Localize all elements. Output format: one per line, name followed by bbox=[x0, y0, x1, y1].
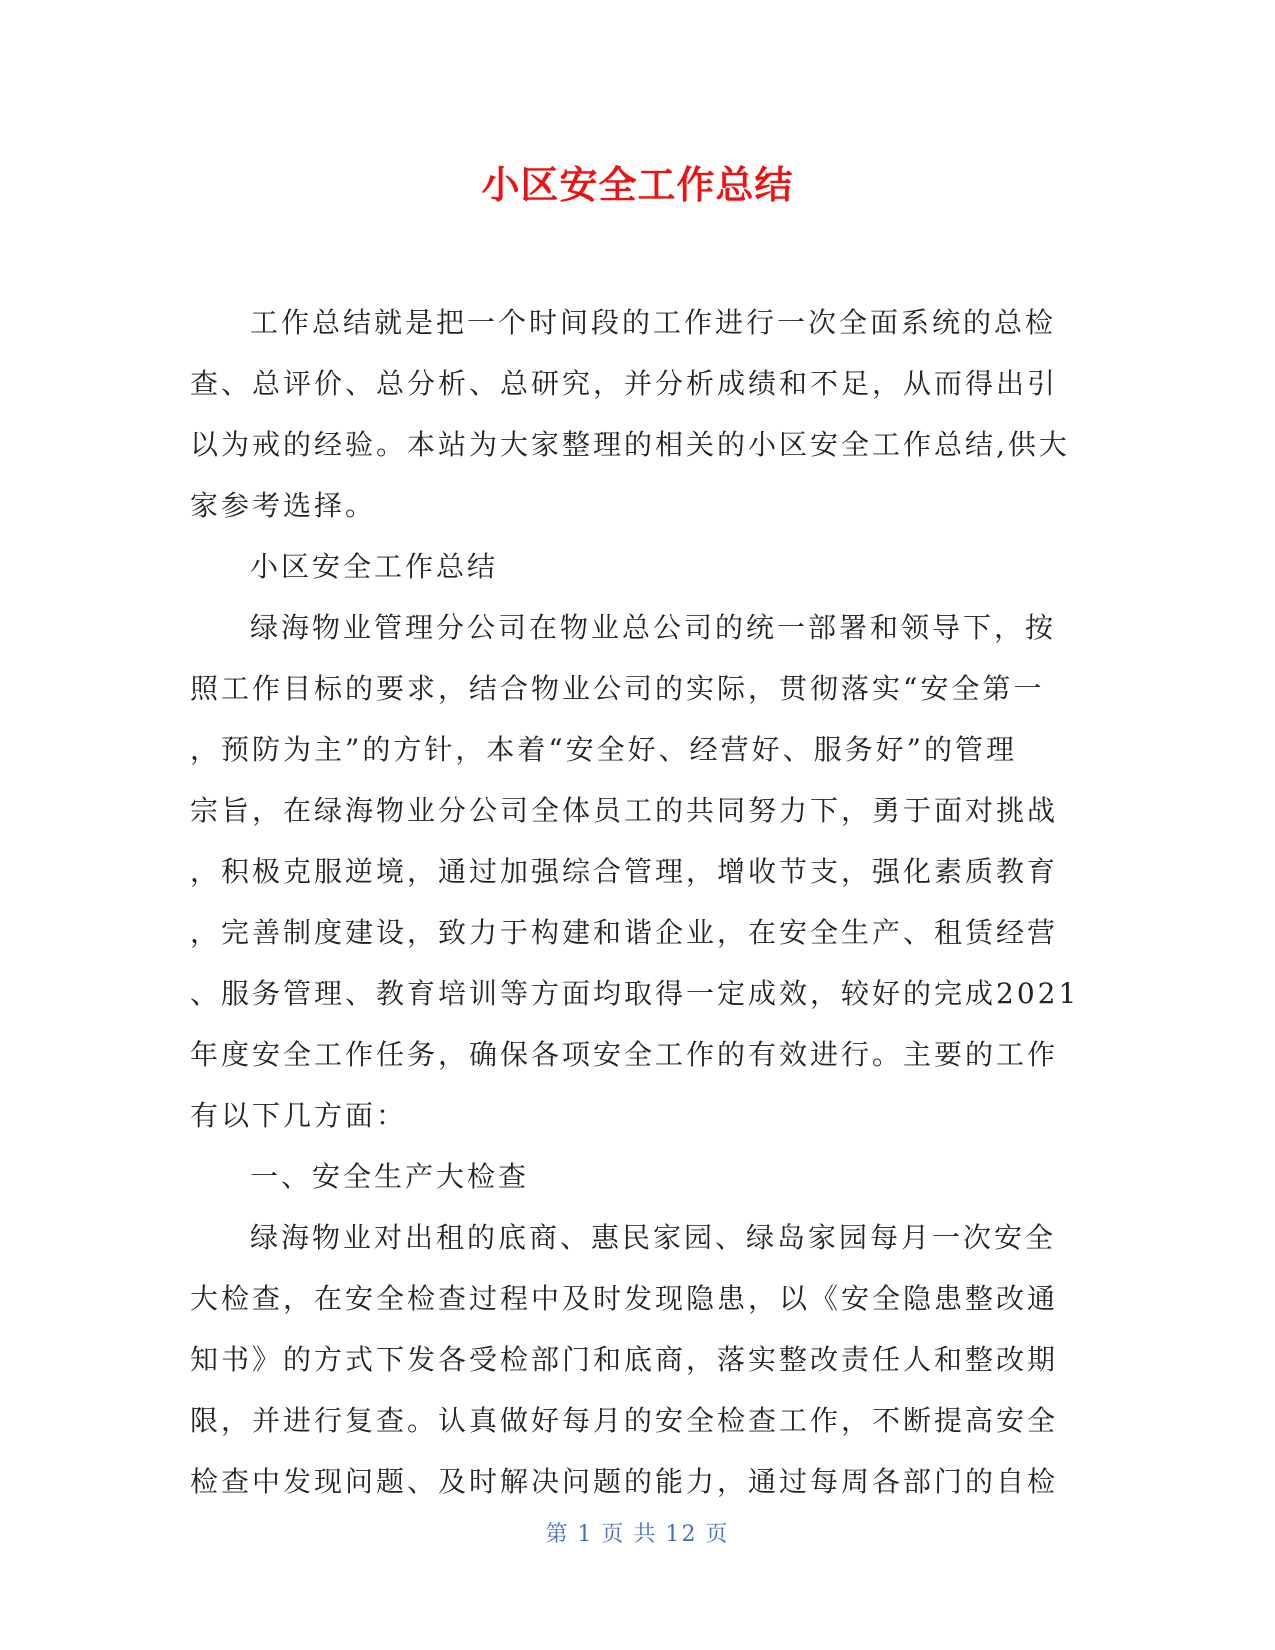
paragraph-line: 大检查，在安全检查过程中及时发现隐患，以《安全隐患整改通 bbox=[190, 1282, 1059, 1315]
paragraph-line: 限，并进行复查。认真做好每月的安全检查工作，不断提高安全 bbox=[190, 1404, 1059, 1437]
paragraph-line: 、服务管理、教育培训等方面均取得一定成效，较好的完成2021 bbox=[190, 977, 1080, 1010]
paragraph-line: 知书》的方式下发各受检部门和底商，落实整改责任人和整改期 bbox=[190, 1343, 1059, 1376]
page-label-suffix: 页 bbox=[705, 1522, 730, 1547]
document-body bbox=[190, 292, 1080, 1512]
paragraph-line: 照工作目标的要求，结合物业公司的实际，贯彻落实“安全第一 bbox=[190, 672, 1045, 705]
page-label-mid: 页 bbox=[601, 1522, 626, 1547]
paragraph-line: ，完善制度建设，致力于构建和谐企业，在安全生产、租赁经营 bbox=[190, 916, 1059, 949]
paragraph-line: 有以下几方面： bbox=[190, 1099, 408, 1132]
paragraph-line: 年度安全工作任务，确保各项安全工作的有效进行。主要的工作 bbox=[190, 1038, 1059, 1071]
page-footer bbox=[0, 1520, 1275, 1550]
paragraph-line: ，预防为主”的方针，本着“安全好、经营好、服务好”的管理 bbox=[190, 733, 1017, 766]
section-heading: 小区安全工作总结 bbox=[250, 550, 499, 583]
page-label-prefix: 第 bbox=[545, 1522, 570, 1547]
paragraph-line: 查、总评价、总分析、总研究，并分析成绩和不足，从而得出引 bbox=[190, 367, 1059, 400]
paragraph-line: 以为戒的经验。本站为大家整理的相关的小区安全工作总结,供大 bbox=[190, 428, 1070, 461]
paragraph-line: 宗旨，在绿海物业分公司全体员工的共同努力下，勇于面对挑战 bbox=[190, 794, 1059, 827]
paragraph-line: 绿海物业对出租的底商、惠民家园、绿岛家园每月一次安全 bbox=[250, 1221, 1057, 1254]
total-label: 共 bbox=[633, 1522, 658, 1547]
total-pages: 12 bbox=[665, 1522, 698, 1547]
page-number: 1 bbox=[577, 1522, 594, 1547]
paragraph-line: 工作总结就是把一个时间段的工作进行一次全面系统的总检 bbox=[250, 306, 1057, 339]
section-heading: 一、安全生产大检查 bbox=[250, 1160, 530, 1193]
paragraph-line: 绿海物业管理分公司在物业总公司的统一部署和领导下，按 bbox=[250, 611, 1057, 644]
paragraph-line: 家参考选择。 bbox=[190, 489, 377, 522]
paragraph-line: 检查中发现问题、及时解决问题的能力，通过每周各部门的自检 bbox=[190, 1465, 1059, 1498]
document-title: 小区安全工作总结 bbox=[481, 163, 794, 207]
paragraph-line: ，积极克服逆境，通过加强综合管理，增收节支，强化素质教育 bbox=[190, 855, 1059, 888]
